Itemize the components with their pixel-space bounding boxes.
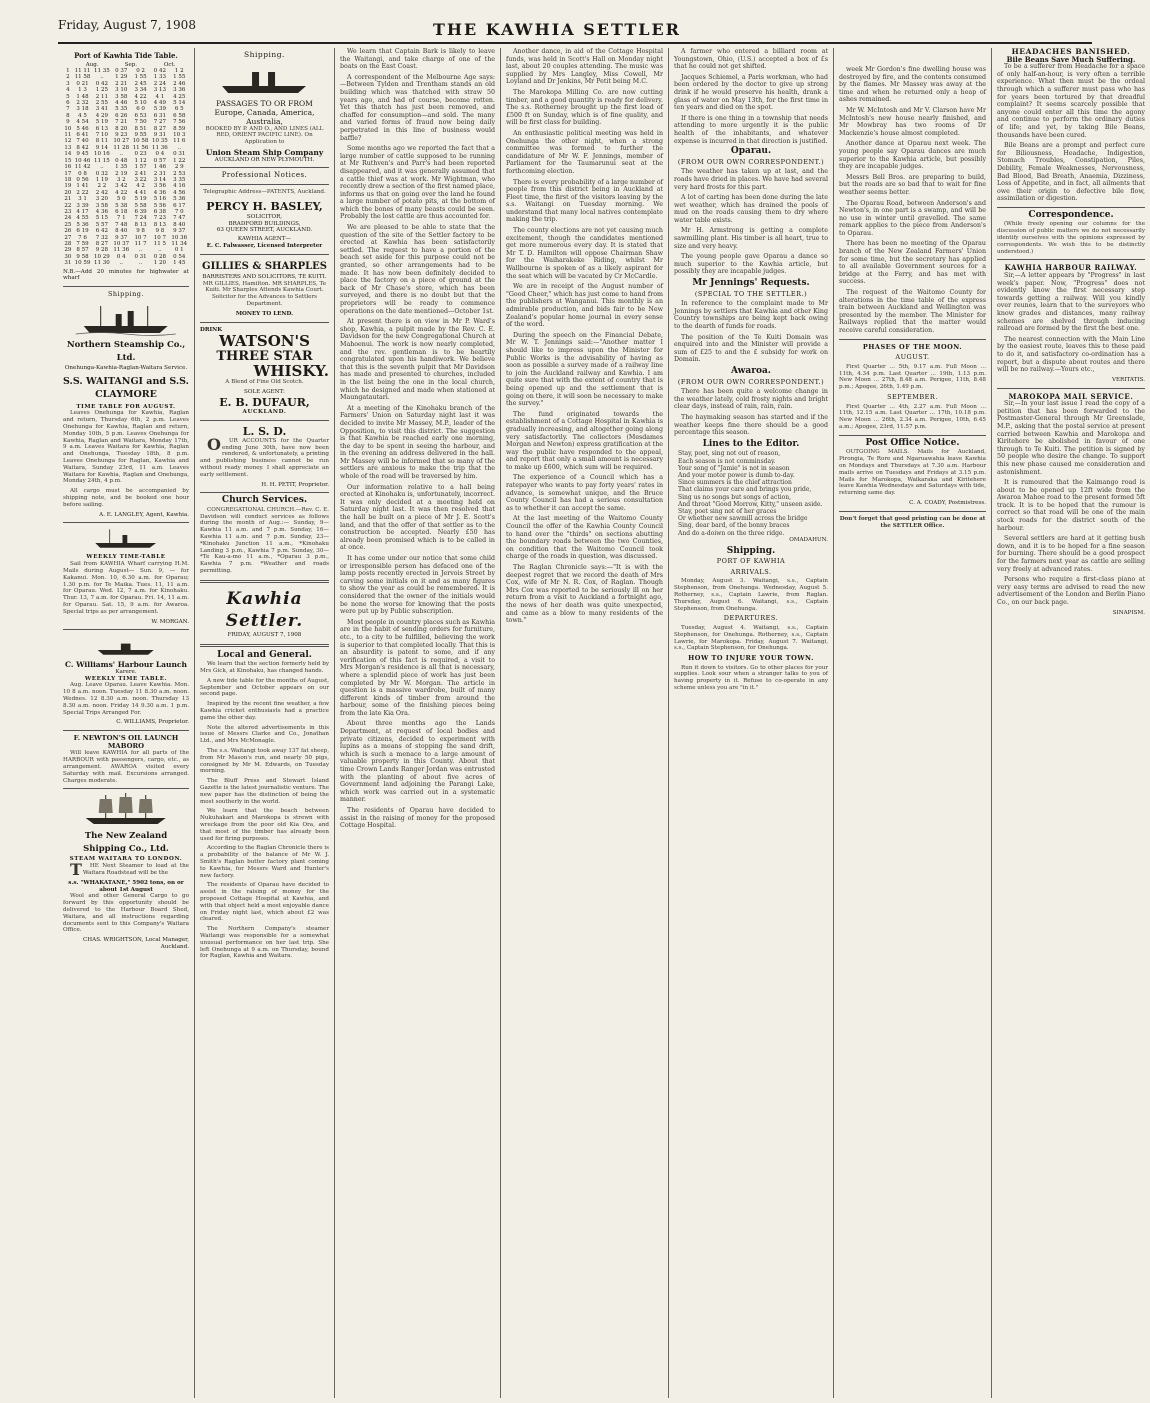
gillies-sharples: GILLIES & SHARPLES	[202, 260, 327, 272]
nsc-service: Onehunga-Kawhia-Raglan-Waitara Service.	[64, 364, 188, 371]
oparau-subheading: (FROM OUR OWN CORRESPONDENT.)	[677, 157, 825, 166]
nzsc-title: The New Zealand Shipping Co., Ltd.	[83, 831, 169, 855]
moon-september: SEPTEMBER.	[887, 392, 938, 401]
omadahun-signature: OMADAHUN.	[789, 536, 828, 543]
professional-notices: Professional Notices.	[221, 171, 308, 180]
williams-proprietor: C. WILLIAMS, Proprietor.	[116, 719, 189, 726]
port-of-kawhia: PORT OF KAWHIA	[716, 557, 786, 566]
williams-karere: Karere.	[115, 668, 137, 675]
sole-agent: SOLE AGENT:	[244, 389, 285, 396]
weekly-timetable: WEEKLY TIME-TABLE	[86, 554, 166, 561]
lsd-heading: L. S. D.	[242, 424, 287, 438]
falwasser: E. C. Falwasser, Licensed Interpreter	[206, 242, 323, 249]
local-and-general: Local and General.	[217, 649, 312, 660]
moon-phases: PHASES OF THE MOON.	[862, 342, 963, 351]
tide-table: Aug. Sep. Oct. 1 11 11 11 35 0 37 0 2 0 42 1 2 2 11 58 .. 1 29 1 55 1 33 1 55 3 0 21 0 42 2 21 2 45 2 24 2 46 4 1 3 1 25 3 10 3 34 3 13 3 36 5 1 48 2 11 3 58 4 22 4 1 4 25 6 2 32 2 55 4 46 5 10 4 49 5 14 7 3 18 3 41 5 35 6 0 5 39 6 5 8 4 5 4 29 6 26 6 53 6 31 6 58 9 4 54 5 19 7 21 7 50 7 27 7 56 10 5 46 6 13 8 20 8 51 8 27 8 59 11 6 41 7 10 9 23 9 55 9 31 10 3 12 7 40 8 11 10 27 10 58 10 35 11 6 13 8 42 9 14 11 28 11 56 11 36 .. 14 9 45 10 16 .. 0 23 0 4 0 31 15 10 46 11 15 0 48 1 12 0 57 1 22 16 11 42 .. 1 35 1 57 1 46 2 9 17 0 8 0 32 2 19 2 41 2 31 2 53 18 0 56 1 19 3 2 3 22 3 14 3 35 19 1 41 2 2 3 42 4 2 3 56 4 16 20 2 22 2 42 4 22 4 41 4 36 4 56 21 3 1 3 20 5 0 5 19 5 16 5 36 22 3 39 3 58 5 38 5 58 5 56 6 17 23 4 17 4 36 6 18 6 39 6 38 7 0 24 4 55 5 15 7 1 7 24 7 23 7 47 25 5 36 5 57 7 48 8 13 8 13 8 40 26 6 19 6 42 8 40 9 8 9 8 9 37 27 7 6 7 32 9 37 10 7 10 7 10 36 28 7 59 8 27 10 37 11 7 11 5 11 34 29 8 57 9 28 11 36 .. .. 0 1 30 9 58 10 29 0 4 0 31 0 28 0 54 31 10 59 11 30 .. .. 1 20 1 45	[64, 61, 188, 267]
sailing-ship-illustration	[69, 793, 182, 827]
railway-heading: KAWHIA HARBOUR RAILWAY.	[1004, 263, 1138, 273]
tide-month: Sep.	[124, 61, 138, 68]
shipping-heading-2: Shipping.	[244, 50, 285, 59]
lines-to-editor: Lines to the Editor.	[702, 438, 800, 449]
three-star: THREE STAR	[216, 349, 313, 365]
money-to-lend: MONEY TO LEND.	[235, 310, 294, 317]
nsc-ships: S.S. WAITANGI and S.S. CLAYMORE	[63, 375, 189, 400]
awaroa-subheading: (FROM OUR OWN CORRESPONDENT.)	[677, 377, 825, 386]
williams-title: C. Williams' Harbour Launch	[65, 660, 187, 670]
newton-launch: F. NEWTON'S OIL LAUNCH MABORO	[73, 734, 179, 750]
oparau-heading: Oparau.	[730, 146, 772, 157]
column-2: Shipping. PASSAGES TO OR FROM Europe, Canada, America, Australia, BOOKED BY P. AND O., AND LINES (ALL RED, ORIENT PACIFIC LINE). On Application to Union Steam Ship Company AUCKLAND OR NEW PLYMOUTH. Professional Notices. Telegraphic Address—PATENTS, Auckland. PERCY H. BASLEY, SOLICITOR, BRADFORD BUILDINGS, 63 QUEEN STREET, AUCKLAND. KAWHIA AGENT— E. C. Falwasser, Licensed Interpreter GILLIES & SHARPLES BARRISTERS AND SOLICITORS, TE KUITI. MR GILLIES, Hamilton. MR SHARPLES, Te Kuiti. Mr Sharples Attends Kawhia Court. Solicitor for the Advances to Settlers Department. MONEY TO LEND. DRINK WATSON'S THREE STAR WHISKY. A Blend of Fine Old Scotch. SOLE AGENT: E. B. DUFAUR, AUCKLAND. L. S. D. OUR ACCOUNTS for the Quarter ending June 30th, have now been rendered, & unfortunately, a printing and publishing business cannot be run without ready money. I shall appreciate an early settlement. H. H. PETIT, Proprietor. Church Services. CONGREGATIONAL CHURCH.—Rev. C. E. Davidson will conduct services as follows during the month of Aug.:— Sunday, 9—Kawhia 11 a.m. and 7 p.m. Sunday, 16—Kawhia 11 a.m. and 7 p.m. Sunday, 23—*Kinohaku Junction 11 a.m., *Kinohaku Landing 3 p.m., Kawhia 7 p.m. Sunday, 30—*Te Kau-a-mo 11 a.m., *Oparau 3 p.m., Kawhia 7 p.m. *Weather and roads permitting. Kawhia Settler. FRIDAY, AUGUST 7, 1908 Local and General. We learn that the section formerly held by Mrs Gick, at Kinohaku, has changed hands. A new tide table for the months of August, September and October appears on our second page. Inspired by the recent fine weather, a few Kawhia cricket enthusiasts had a practice game the other day. Note the altered advertisements in this issue of Messrs Clarke and Co., Jonathan Ltd., and Mrs McMonagle. The s.s. Waitangi took away 137 fat sheep, from Mr Mason's run, and nearly 50 pigs, consigned by Mr M. Edwards, on Tuesday morning. The Bluff Press and Stewart Island Gazette is the latest journalistic venture. The new paper has the distinction of being the most southerly in the world. We learn that the beach between Nukuhakari and Marokopa is strewn with wreckage from the poor old Kia Ora, and that most of the timber has already been used for firing purposes. According to the Raglan Chronicle there is a probability of the balance of Mr W. J. Smith's Raglan butter factory plant coming to Kawhia, for Messrs Ward and Hunter's new factory. The residents of Oparau have decided to assist in the raising of money for the proposed Cottage Hospital at Kawhia, and with that object held a most enjoyable dance on Friday night last, which about £2 was cleared. The Northern Company's steamer Waitangi was responsible for a somewhat unusual performance on her last trip. She left Onehunga at 9 a.m. on Thursday, bound for Raglan, Kawhia and Waitara.	[195, 48, 335, 1398]
nsc-agent: A. E. LANGLEY, Agent, Kawhia.	[99, 511, 189, 518]
headaches-banished: HEADACHES BANISHED.	[1011, 47, 1131, 56]
veritatis-signature: VERITATIS.	[1111, 376, 1145, 383]
column-3: We learn that Captain Bark is likely to leave the Waitangi, and take charge of one of the boats on the East Coast. A correspondent of the Melbourne Age says:—Between Tylden and Trentham stands an old building which was thatched with straw 50 years ago, and had of course, become rotten. Yet this thatch has just been removed, and chaffed for consumption—and sold. The many and varied forms of fraud now being daily perpetrated in this line of business would baffle? Some months ago we reported the fact that a large number of cattle supposed to be running at Mr Ruthven's and Parr's had been reported disappeared, and it was generally assumed that a cattle thief was at work. Mr Wightman, who recently drew a section of the first named place, informs us that on going over the land he found a large number of potato pits, at the bottom of which the bones of many beasts could be seen. Probably the lost cattle are thus accounted for. We are pleased to be able to state that the question of the site of the Settler factory to be erected at Kawhia has been satisfactorily settled. The request to have a portion of the beach set aside for this purpose could not be granted, so other arrangements had to be made. It has now been definitely decided to place the factory on a piece of ground at the back of Mr Chase's store, which has been surveyed, and there is no doubt but that the proprietors will be ready to commence operations on the date mentioned—October 1st. At present there is on view in Mr P. Ward's shop, Kawhia, a pulpit made by the Rev. C. E. Davidson for the new Congregational Church at Mahoenui. The work is now nearly completed, and the rev. gentleman is to be heartily congratulated upon his handiwork. We believe that this is the seventh pulpit that Mr Davidson has made and presented to churches, included in the list being the one in the local church, which he designed and made when stationed at Maungatautari. At a meeting of the Kinohaku branch of the Farmers' Union on Saturday night last it was decided to invite Mr Massey, M.P., leader of the Opposition, to visit this district. The suggestion is that Kawhia be reached early one morning, the day to be spent in seeing the harbour, and in the evening an address delivered in the hall. Mr Massey will be informed that so many of the settlers are anxious to make the trip that the whole of the road will be traversed by him. Our information relative to a hall being erected at Kinohaku is, unfortunately, incorrect. It was only decided at a meeting held on Saturday night last. It was then resolved that the hall be built on a piece of Mr J. E. Scott's land, and that the offer of that settler as to the construction be accepted. Nearly £50 has already been promised which is to be called in at once. It has come under our notice that some child or irresponsible person has defaced one of the lamp posts recently erected in Jervois Street by carving some initials on it and as many figures to show the year as could be remembered. It is considered that the owner of the initials would be none the worse for knowing that the posts were put up by Public subscription. Most people in country places such as Kawhia are in the habit of sending orders for furniture, etc., to a city to be fulfilled, believing the work is superior to that completed locally. That this is an absurdity is patent to some, and if any verification of this fact is required, a visit to Mrs Morgan's residence is all that is necessary, where a splendid piece of work has just been completed by Mr W. Morgan. The article in question is a massive wardrobe, built of many different kinds of timber from around the harbour, some of the finishing pieces being from the late Kia Ora. About three months ago the Lands Department, at request of local bodies and private citizens, decided to experiment with lupins as a means of stopping the sand drift, which is such a menace to a large amount of valuable property in this County. About that time Crown Lands Ranger Jordan was entrusted with the planting of about five acres of Government land adjoining the Parangi Lake, which work was carried out in a systematic manner. The residents of Oparau have decided to assist in the raising of money for the proposed Cottage Hospital.	[335, 48, 501, 1398]
church-services: Church Services.	[221, 495, 308, 506]
steamer-illustration	[69, 527, 182, 551]
watsons: WATSON'S	[219, 332, 310, 351]
nzsc-steamer: s.s. "WHAKATANE," 5902 tons, on or about 1st August	[68, 879, 184, 893]
launch-illustration	[69, 634, 182, 658]
post-office-notice: Post Office Notice.	[865, 437, 960, 448]
whisky: WHISKY.	[253, 362, 329, 381]
settler-date: FRIDAY, AUGUST 7, 1908	[227, 631, 302, 638]
awaroa-heading: Awaroa.	[731, 365, 771, 376]
morgan-signature: W. MORGAN.	[151, 618, 189, 625]
column-4: Another dance, in aid of the Cottage Hospital funds, was held in Scott's Hall on Monday night last, about 20 couples attending. The music was supplied by Mrs Langley, Miss Cowell, Mr Loyland and Dr Jenkins, Mr Petit being M.C. The Marokopa Milling Co. are now cutting timber, and a good quantity is ready for delivery. The s.s. Rotherney brought up the first load of £500 ft on Sunday, which is of fine quality, and will be first class for building. An enthusiastic political meeting was held in Onehunga the other night, when a strong committee was formed to further the candidature of Mr W. F. Jennings, member of Parliament for the Taumarunui seat at the forthcoming election. There is every probability of a large number of people from this district being in Auckland at Fleet time, the first of the visitors leaving by the s.s. Waitangi on Tuesday morning. We understand that many local natives contemplate making the trip. The county elections are not yet causing much excitement, though the candidates mentioned get more numerous every day. It is stated that Mr T. D. Hamilton will oppose Chairman Shaw for the Waiharakeke Riding, whilst Mr Wallbourne is spoken of as a likely aspirant for the seat which will be vacated by Cr McCardle. We are in receipt of the August number of "Good Cheer," which has just come to hand from the publishers at Wanganui. This monthly is an admirable production, and bids fair to be New Zealand's popular home journal in every sense of the word. During the speech on the Financial Debate, Mr W. T. Jennings said:—"Another matter I should like to impress upon the Minister for Public Works is the advisability of having as soon as possible a survey made of a railway line to join the Auckland railway and Kawhia. I am quite sure that with the extent of country that is being opened up and the settlement that is going on there, it will soon be necessary to make the survey." The fund originated towards the establishment of a Cottage Hospital in Kawhia is gradually increasing, and altogether going along very satisfactorily. The collectors (Mesdames Morgan and Newton) express gratification at the way the public have responded to the appeal, and report that only a small amount is necessary to make up £600, which sum will be required. The experience of a Council which has a ratepayer who wants to pay forty years' rates in advance, is somewhat unique, and the Bruce County Council has had a serious consultation as to whether it can accept the same. At the last meeting of the Waitomo County Council the offer of the Kawhia County Council to hand over the "thirds" on sections abutting the boundary roads between the two Counties, on condition that the Waitomo Council took charge of the roads in question, was discussed. The Raglan Chronicle says:—"It is with the deepest regret that we record the death of Mrs Cox, wife of Mr N. R. Cox, of Raglan. Though Mrs Cox was reported to be seriously ill on her return from a visit to Auckland a fortnight ago, the news of her death was quite unexpected, and came as a blow to many residents of the town."	[501, 48, 669, 1398]
column-6: week Mr Gordon's fine dwelling house was destroyed by fire, and the contents consumed by the flames. Mr Massey was away at the time and when he returned only a heap of ashes remained. Mr W. McIntosh and Mr V. Clarson have Mr McIntosh's new house nearly finished, and Mr Mowbray has two rooms of Dr Mackenzie's house almost completed. Another dance at Oparau next week. The young people say Oparau dances are much superior to the Kawhia article, but possibly they are incapable judges. Messrs Bell Bros. are preparing to build, but the roads are so bad that to wait for fine weather seems better. The Oparau Road, between Anderson's and Newton's, in one part is a swamp, and will be no use in winter until gravelled. The same remark applies to the piece from Anderson's to Oparau. There has been no meeting of the Oparau branch of the New Zealand Farmers' Union for some time, but the secretary has applied to all available Government sources for a bridge at the Ferry, and has met with success. The request of the Waitomo County for alterations in the time table of the express train between Auckland and Wellington was presented by the member. The Minister for Railways replied that the matter would receive careful consideration. PHASES OF THE MOON. AUGUST. First Quarter ... 5th, 9.17 a.m. Full Moon ... 11th, 4.34 p.m. Last Quarter ... 19th, 1.13 p.m. New Moon ... 27th, 8.48 a.m. Perigee, 11th, 8.48 p.m.; Apogee, 26th, 1.49 p.m. SEPTEMBER. First Quarter ... 4th, 2.27 a.m. Full Moon ... 11th, 12.15 a.m. Last Quarter ... 17th, 10.18 p.m. New Moon ... 26th, 2.34 a.m. Perigee, 10th, 6.45 a.m.; Apogee, 23rd, 11.57 p.m. Post Office Notice. OUTGOING MAILS. Mails for Auckland, Pirongia, Te Rore and Ngaruawahia leave Kawhia on Mondays and Thursdays at 7.30 a.m. Harbour mails arrive on Tuesdays and Fridays at 3.15 p.m. Mails for Marokopa, Waikaraka and Kiritehere leave Kawhia Wednesdays and Saturdays with tide, returning same day. C. A. COADY, Postmistress. Don't forget that good printing can be done at the SETTLER Office.	[834, 48, 992, 1398]
departures-heading: DEPARTURES.	[723, 614, 779, 623]
moon-august: AUGUST.	[895, 353, 930, 362]
barristers: BARRISTERS AND SOLICITORS, TE KUITI.	[202, 273, 327, 280]
column-5: A farmer who entered a billiard room at Youngstown, Ohio, (U.S.) accepted a box of £s that he could not get shifted. Jacques Schiemel, a Paris workman, who had been ordered by the doctor to give up strong drink if he would preserve his health, drank a glass of water on May 13th, for the first time in ten years and died on the spot. If there is one thing in a township that needs attending to more urgently it is the public health of the inhabitants, and whatever expense is incurred in that direction is justified. Oparau. (FROM OUR OWN CORRESPONDENT.) The weather has taken up at last, and the roads have dried in places. We have had several very hard frosts for this part. A lot of carting has been done during the late wet weather, which has drained the pools of mud on the roads causing them to dry where water table exists. Mr H. Armstrong is getting a complete sawmilling plant. His timber is all heart, true to size and very heavy. The young people gave Oparau a dance so much superior to the Kawhia article, but possibly they are incapable judges. Mr Jennings' Requests. (SPECIAL TO THE SETTLER.) In reference to the complaint made to Mr Jennings by settlers that Kawhia and other King Country townships are being kept back owing to the dearth of funds for roads. The position of the Te Kuiti Domain was enquired into and the Minister will provide a sum of £25 to and the £ subsidy for work on Domain. Awaroa. (FROM OUR OWN CORRESPONDENT.) There has been quite a welcome change in the weather lately, cold frosty nights and bright clear days, instead of rain, rain, rain. The haymaking season has started and if the weather keeps fine there should be a good percentage this season. Lines to the Editor. Stay, poet, sing not out of reason, Each season is not comminsday. Your song of "Jamie" is not in season And your motor power is dumb to-day. Since summers is the chief attraction That claims your care and brings you pride, Sing us no songs but songs of action, And throat "Good Morrow, Kitty," unseen aside. Stay, poet sing not of her graces Or whether new sawmill across the bridge Sing, dear bard, of the bonny braces And do a-doiwn on the three ridge. OMADAHUN. Shipping. PORT OF KAWHIA ARRIVALS. Monday, August 3. Waitangi, s.s., Captain Stephenson, from Onehunga. Wednesday, August 5. Rotherney, s.s., Captain Lawrie, from Raglan. Thursday, August 6. Waitangi, s.s., Captain Stephenson, from Onehunga. DEPARTURES. Tuesday, August 4. Waitangi, s.s., Captain Stephenson, for Onehunga. Rotherney, s.s., Captain Lawrie, for Marokopa. Friday, August 7. Waitangi, s.s., Captain Stephenson, for Onehunga. HOW TO INJURE YOUR TOWN. Run it down to visitors. Go to other places for your supplies. Look sour when a stranger talks to you of having property in it. Refuse to co-operate in any scheme unless you are "in it."	[669, 48, 834, 1398]
passages-ad: PASSAGES TO OR FROM Europe, Canada, America, Australia,	[214, 98, 315, 126]
union-address: AUCKLAND OR NEW PLYMOUTH.	[214, 156, 315, 163]
jennings-heading: Mr Jennings' Requests.	[692, 278, 810, 289]
liner-illustration	[206, 62, 322, 96]
postmistress: C. A. COADY, Postmistress.	[909, 499, 986, 506]
nzsc-manager: CHAS. WRIGHTSON, Local Manager, Auckland.	[83, 937, 189, 950]
williams-timetable: WEEKLY TIME TABLE.	[84, 675, 168, 682]
drink-label: DRINK	[200, 326, 223, 333]
nsc-timetable: TIME TABLE FOR AUGUST.	[76, 403, 176, 410]
tide-note: N.B.—Add 20 minutes for highwater at wharf	[63, 268, 189, 282]
petit-proprietor: H. H. PETIT, Proprietor.	[261, 481, 329, 488]
bradford-buildings: BRADFORD BUILDINGS,	[228, 220, 301, 227]
nsc-title: Northern Steamship Co., Ltd.	[66, 339, 186, 363]
bile-beans: Bile Beans Save Much Suffering.	[1006, 54, 1136, 64]
settler-masthead: Kawhia Settler.	[225, 588, 304, 631]
town-heading: HOW TO INJURE YOUR TOWN.	[688, 654, 814, 663]
arrivals-heading: ARRIVALS.	[730, 567, 772, 576]
union-steamship: Union Steam Ship Company	[205, 147, 324, 157]
tide-month: Oct.	[163, 61, 176, 68]
steamship-illustration	[69, 302, 182, 336]
sinapism-signature: SINAPISM.	[1112, 609, 1145, 616]
correspondence: Correspondence.	[1028, 209, 1114, 220]
percy-basley: PERCY H. BASLEY,	[206, 199, 323, 213]
columns	[58, 47, 1145, 1398]
shipping-heading-5: Shipping.	[726, 545, 776, 556]
queen-street: 63 QUEEN STREET, AUCKLAND.	[216, 227, 313, 234]
jennings-subheading: (SPECIAL TO THE SETTLER.)	[694, 289, 808, 298]
solicitor-label: SOLICITOR,	[246, 213, 283, 220]
dufaur: E. B. DUFAUR,	[219, 395, 310, 409]
shipping-heading: Shipping.	[107, 290, 145, 299]
tide-month: Aug.	[85, 61, 99, 68]
column-1: Port of Kawhia Tide Table. Aug. Sep. Oct. 1 11 11 11 35 0 37 0 2 0 42 1 2 2 11 58 .. 1 29 1 55 1 33 1 55 3 0 21 0 42 2 21 2 45 2 24 2 46 4 1 3 1 25 3 10 3 34 3 13 3 36 5 1 48 2 11 3 58 4 22 4 1 4 25 6 2 32 2 55 4 46 5 10 4 49 5 14 7 3 18 3 41 5 35 6 0 5 39 6 5 8 4 5 4 29 6 26 6 53 6 31 6 58 9 4 54 5 19 7 21 7 50 7 27 7 56 10 5 46 6 13 8 20 8 51 8 27 8 59 11 6 41 7 10 9 23 9 55 9 31 10 3 12 7 40 8 11 10 27 10 58 10 35 11 6 13 8 42 9 14 11 28 11 56 11 36 .. 14 9 45 10 16 .. 0 23 0 4 0 31 15 10 46 11 15 0 48 1 12 0 57 1 22 16 11 42 .. 1 35 1 57 1 46 2 9 17 0 8 0 32 2 19 2 41 2 31 2 53 18 0 56 1 19 3 2 3 22 3 14 3 35 19 1 41 2 2 3 42 4 2 3 56 4 16 20 2 22 2 42 4 22 4 41 4 36 4 56 21 3 1 3 20 5 0 5 19 5 16 5 36 22 3 39 3 58 5 38 5 58 5 56 6 17 23 4 17 4 36 6 18 6 39 6 38 7 0 24 4 55 5 15 7 1 7 24 7 23 7 47 25 5 36 5 57 7 48 8 13 8 13 8 40 26 6 19 6 42 8 40 9 8 9 8 9 37 27 7 6 7 32 9 37 10 7 10 7 10 36 28 7 59 8 27 10 37 11 7 11 5 11 34 29 8 57 9 28 11 36 .. .. 0 1 30 9 58 10 29 0 4 0 31 0 28 0 54 31 10 59 11 30 .. .. 1 20 1 45 N.B.—Add 20 minutes for highwater at wharf Shipping. Northern Steamship Co., Ltd. Onehunga-Kawhia-Raglan-Waitara Service. S.S. WAITANGI and S.S. CLAYMORE TIME TABLE FOR AUGUST. Leaves Onehunga for Kawhia, Raglan and return, Thursday 6th, 2 p.m. Leaves Onehunga for Kawhia, Raglan and return, Monday 10th, 5 p.m. Leaves Onehunga for Kawhia, Raglan and Waitara, Monday 17th, 9 a.m. Leaves Waitara for Kawhia, Raglan and Onehunga, Tuesday 18th, 8 p.m. Leaves Onehunga for Raglan, Kawhia and Waitara, Sunday 23rd, 11 a.m. Leaves Waitara for Kawhia, Raglan and Onehunga, Monday 24th, 4 p.m. All cargo must be accompanied by shipping note, and be booked one hour before sailing. A. E. LANGLEY, Agent, Kawhia. WEEKLY TIME-TABLE Sail from KAWHIA Wharf carrying H.M. Mails during August— Sun. 9, — for Kakanui. Mon. 10, 6.30 a.m. for Oparau; 1.30 p.m. for Te Maika. Tues. 11, 11 a.m. for Oparau. Wed. 12, 7 a.m. for Kinohaku. Thur. 13, 7 a.m. for Oparau. Fri. 14, 11 a.m. for Oparau. Sat. 15, 9 a.m. for Awaroa. Special trips as per arrangement. W. MORGAN. C. Williams' Harbour Launch Karere. WEEKLY TIME TABLE. Aug. Leave Oparau. Leave Kawhia. Mon. 10 8 a.m. noon. Tuesday 11 8.30 a.m. noon. Wednes. 12 8.30 a.m. noon. Thursday 13 8.30 a.m. noon. Friday 14 9.30 a.m. 1 p.m. Special Trips Arranged For. C. WILLIAMS, Proprietor. F. NEWTON'S OIL LAUNCH MABORO Will leave KAWHIA for all parts of the HARBOUR with passengers, cargo, etc., as arrangement. AWAROA visited every Saturday with mail. Excursions arranged. Charges moderate. The New Zealand Shipping Co., Ltd. STEAM WAITARA TO LONDON. THE Next Steamer to load at the Waitara Roadstead will be the s.s. "WHAKATANE," 5902 tons, on or about 1st August Wool and other General Cargo to go forward by this opportunity should be delivered to the Harbour Board Shed, Waitara, and all instructions regarding documents sent to this Company's Waitara Office. CHAS. WRIGHTSON, Local Manager, Auckland.	[58, 48, 195, 1398]
nzsc-route: STEAM WAITARA TO LONDON.	[69, 856, 183, 863]
column-7: HEADACHES BANISHED. Bile Beans Save Much Suffering. To be a sufferer from Headache for a space of only half-an-hour, is very often a terrible experience. What then must be the ordeal through which a sufferer must pass who has for years been tortured by that dreadful complaint? It seems scarcely possible that anyone could enter all this time the agony and continue to perform the ordinary duties of life; and yet, by taking Bile Beans, thousands have been cured. Bile Beans are a prompt and perfect cure for Biliousness, Headache, Indigestion, Stomach Troubles, Constipation, Piles, Debility, Female Weaknesses, Nervousness, Bad Blood, Bad Breath, Anaemia, Dizziness, Loss of Appetite, and in fact, all ailments that owe their origin to defective bile flow, assimilation or digestion. Correspondence. (While freely opening our columns for the discussion of public matters we do not necessarily identify ourselves with the opinions expressed by correspondents. We wish this to be distinctly understood.) KAWHIA HARBOUR RAILWAY. Sir,—A letter appears by "Progress" in last week's paper. Now, "Progress" does not evidently know the first necessary step towards getting a railway. Will you kindly over reunes, learn that to the surveyors who know grades and distances, many railway schemes are shelved through inducing railroad are formed by the first the best one. The nearest connection with the Main Line by the easiest route, leaves this to these paid to do it, and satisfactory co-ordination has a report, but a dispute about routes and there will be no railway.—Yours etc., VERITATIS. MAROKOPA MAIL SERVICE. Sir,—In your last issue I read the copy of a petition that has been forwarded to the Postmaster-General through Mr Greenslade, M.P., asking that the postal service at present carried between Kawhia and Marokopa and Kiritehere be abolished in favour of one through to Te Kuiti. The petition is signed by 50 people who desire the change. To support this new phase caused me consideration and astonishment. It is rumoured that the Kaimango road is about to be opened up 12ft wide from the Awaroa Mahoe road to the present formed 5ft track. It is to be hoped that the rumour is correct so that road will be one of the main stock roads for the district south of the harbour. Several settlers are hard at it getting bush down, and it is to be hoped for a fine season for burning. There should be a good prospect for the farmers next year as cattle are selling very freely at advanced rates. Persons who require a first-class piano at very easy terms are advised to read the new advertisement of the London and Berlin Piano Co., on our back page. SINAPISM.	[997, 47, 1145, 616]
masthead	[58, 18, 1092, 44]
newspaper-title: THE KAWHIA SETTLER	[433, 20, 681, 39]
poem: Stay, poet, sing not out of reason, Each season is not comminsday. Your song of "Jamie" is not in season And your motor power is dumb to-day. Since summers is the chief attraction That claims your care and brings you pride, Sing us no songs but songs of action, And throat "Good Morrow, Kitty," unseen aside. Stay, poet sing not of her graces Or whether new sawmill across the bridge Sing, dear bard, of the bonny braces And do a-doiwn on the three ridge.	[678, 450, 823, 537]
tide-table-title: Port of Kawhia Tide Table.	[74, 51, 178, 60]
kawhia-agent: KAWHIA AGENT—	[237, 236, 292, 243]
marokopa-mail: MAROKOPA MAIL SERVICE.	[1008, 391, 1134, 401]
issue-date: Friday, August 7, 1908	[58, 18, 196, 32]
auckland-label: AUCKLAND.	[242, 408, 287, 415]
